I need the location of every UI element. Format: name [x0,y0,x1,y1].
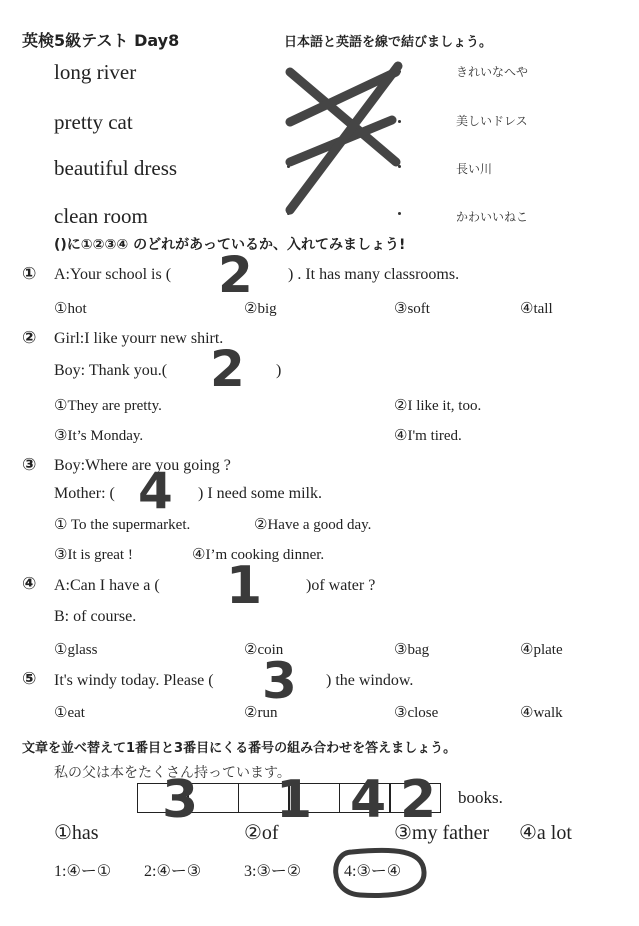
question-text: ) . It has many classrooms. [288,266,460,283]
test-title: 英検5級テスト Day8 [22,31,180,50]
question-text: ) the window. [326,672,414,689]
question-text: Boy:Where are you going ? [54,457,231,474]
option: ①They are pretty. [54,398,162,414]
option: ②run [244,705,278,721]
option: ①hot [54,301,87,317]
question-text: ) [276,362,282,379]
word-option: ②of [244,822,279,844]
matching-instruction: 日本語と英語を線で結びましょう。 [284,35,493,50]
word-option: ④a lot [519,822,572,844]
japanese-phrase: 美しいドレス [456,114,528,128]
question-number: ③ [22,455,37,475]
option: ④I’m cooking dinner. [192,547,325,563]
option: ③close [394,705,439,721]
japanese-phrase: きれいなへや [456,65,529,79]
handwritten-answer: 2 [218,246,253,304]
handwritten-answer: 4 [350,770,387,830]
choice: 4:③ー④ [344,863,402,880]
question-text: Girl:I like yourr new shirt. [54,330,224,347]
english-phrase: clean room [54,204,148,228]
option: ②Have a good day. [254,517,372,533]
option: ②big [244,301,277,317]
handwritten-answer: 4 [138,462,173,520]
question-text: A:Your school is ( [54,266,172,283]
question-number: ⑤ [22,669,37,689]
question-number: ④ [22,574,37,594]
section2-instruction: ()に①②③④ のどれがあっているか、入れてみましょう! [54,237,406,253]
english-phrase: pretty cat [54,110,133,134]
choice: 1:④ー① [54,863,112,880]
option: ③soft [394,301,430,317]
word-option: ③my father [394,822,490,844]
question-text: Boy: Thank you.( [54,362,168,379]
trailing-word: books. [458,788,503,807]
option: ③It is great ! [54,547,133,563]
option: ②coin [244,642,284,658]
option: ①eat [54,705,85,721]
option: ④I'm tired. [394,428,462,444]
question-number: ① [22,264,37,284]
handwritten-answer: 2 [400,770,437,830]
handwritten-answer: 3 [162,770,199,830]
option: ③bag [394,642,430,658]
question-text: A:Can I have a ( [54,577,160,594]
handwritten-answer: 3 [262,652,297,710]
english-phrase: long river [54,60,137,84]
japanese-sentence: 私の父は本をたくさん持っています。 [54,765,291,781]
choice: 3:③ー② [244,863,302,880]
option: ①glass [54,642,98,658]
word-option: ①has [54,822,99,844]
question-number: ② [22,328,37,348]
option: ③It’s Monday. [54,428,144,444]
option: ④tall [520,301,553,317]
handwritten-answer: 1 [276,770,313,830]
option: ②I like it, too. [394,398,482,414]
handwritten-answer: 2 [210,340,245,398]
option: ④walk [520,705,563,721]
option: ① To the supermarket. [54,517,191,533]
question-text: It's windy today. Please ( [54,672,214,689]
section3-instruction: 文章を並べ替えて1番目と3番目にくる番号の組み合わせを答えましょう。 [22,741,457,756]
question-text: ) I need some milk. [198,485,322,502]
option: ④plate [520,642,563,658]
handwritten-answer: 1 [226,556,263,616]
japanese-phrase: 長い川 [456,162,493,176]
question-text: B: of course. [54,608,137,625]
japanese-phrase: かわいいねこ [456,210,529,224]
question-text: Mother: ( [54,485,115,502]
english-phrase: beautiful dress [54,156,178,180]
question-text: )of water ? [306,577,376,594]
choice: 2:④ー③ [144,863,202,880]
